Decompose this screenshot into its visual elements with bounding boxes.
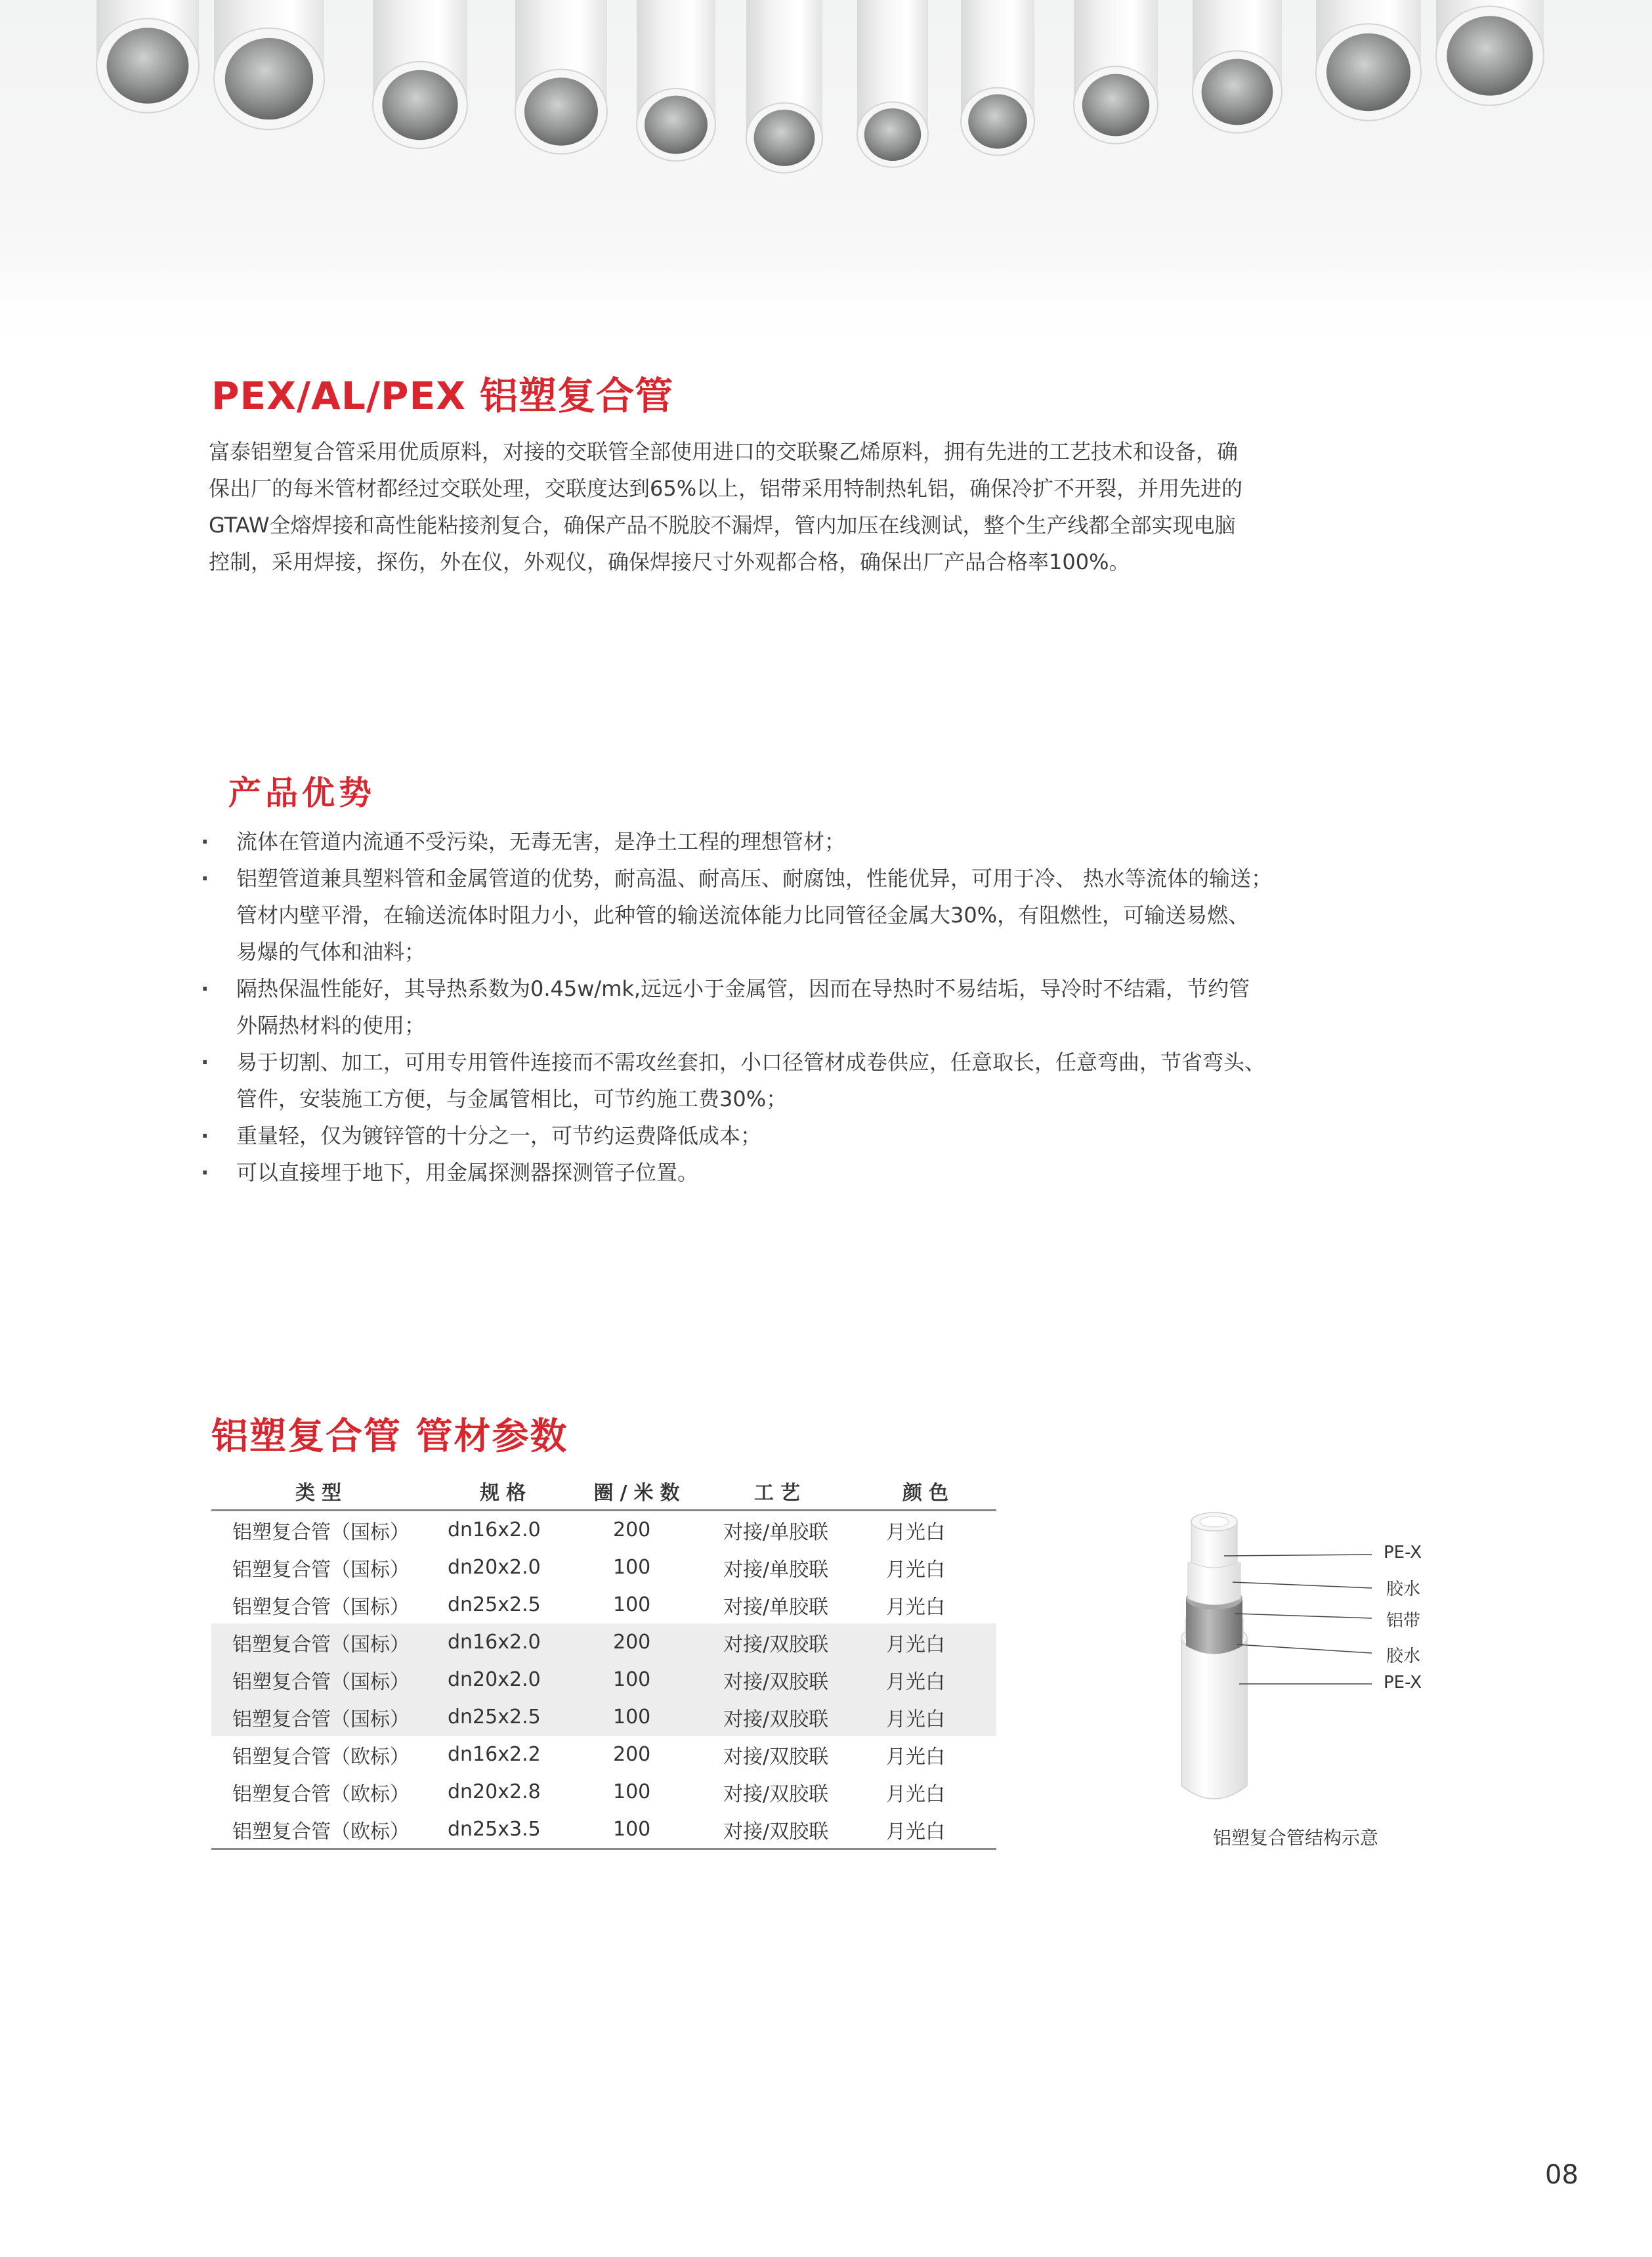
header-color: 颜色 <box>861 1472 996 1511</box>
cell-spec: dn16x2.0 <box>432 1623 580 1661</box>
pipe-opening <box>1447 16 1533 95</box>
cell-process: 对接/双胶联 <box>723 1745 829 1769</box>
table-row <box>211 1811 996 1849</box>
advantage-item <box>196 1044 1443 1117</box>
layer-label-glue-outer: 胶水 <box>1386 1646 1421 1666</box>
cell-length: 100 <box>613 1556 651 1579</box>
cell-process: 对接/双胶联 <box>700 1661 861 1698</box>
table-row <box>211 1736 996 1773</box>
advantage-line: 管材内壁平滑，在输送流体时阻力小，此种管的输送流体能力比同管径金属大30%，有阻燃性，可输送易燃、 <box>236 903 1250 928</box>
cell-process: 对接/单胶联 <box>723 1595 829 1619</box>
advantage-item <box>196 860 1443 970</box>
intro-paragraph <box>209 433 1364 580</box>
cell-length: 100 <box>613 1780 651 1803</box>
cell-spec: dn16x2.0 <box>448 1518 541 1541</box>
cell-spec: dn16x2.2 <box>448 1743 541 1766</box>
cell-type: 铝塑复合管（国标） <box>232 1520 410 1544</box>
cell-color: 月光白 <box>886 1595 945 1619</box>
cell-color: 月光白 <box>886 1558 945 1581</box>
table-row <box>211 1773 996 1811</box>
layer-label-pex-outer: PE-X <box>1384 1673 1422 1692</box>
intro-line: GTAW全熔焊接和高性能粘接剂复合，确保产品不脱胶不漏焊，管内加压在线测试，整个生产线都全部实现电脑 <box>209 513 1236 538</box>
layer-label-glue-inner: 胶水 <box>1386 1580 1421 1599</box>
cell-length: 200 <box>613 1518 651 1541</box>
table-row <box>211 1549 996 1586</box>
cell-color: 月光白 <box>861 1811 996 1849</box>
table-row <box>211 1586 996 1623</box>
cell-length: 100 <box>580 1661 700 1698</box>
table-row <box>211 1511 996 1549</box>
cell-spec: dn25x2.5 <box>432 1698 580 1736</box>
advantage-item <box>196 823 1443 860</box>
header-process: 工艺 <box>700 1472 861 1511</box>
cell-length: 100 <box>613 1593 651 1616</box>
cell-length: 200 <box>580 1623 700 1661</box>
advantage-line: · 可以直接埋于地下，用金属探测器探测管子位置。 <box>236 1160 699 1185</box>
advantage-line: 外隔热材料的使用； <box>236 1013 426 1038</box>
table-row <box>211 1661 996 1698</box>
pipe-opening <box>524 77 598 146</box>
pipe-opening <box>645 96 708 154</box>
pipe-opening <box>864 108 921 161</box>
layer-label-pex-inner: PE-X <box>1384 1543 1422 1562</box>
cell-process: 对接/单胶联 <box>723 1520 829 1544</box>
table-row <box>211 1698 996 1736</box>
advantage-item <box>196 1117 1443 1154</box>
intro-line: 保出厂的每米管材都经过交联处理，交联度达到65%以上，铝带采用特制热轧铝，确保冷扩不开裂，并用先进的 <box>209 476 1243 501</box>
cell-process: 对接/双胶联 <box>700 1623 861 1661</box>
cell-spec: dn20x2.0 <box>432 1661 580 1698</box>
advantage-line: · 流体在管道内流通不受污染，无毒无害，是净土工程的理想管材； <box>236 829 846 854</box>
pipes-illustration <box>0 0 1652 355</box>
advantages-list <box>196 823 1443 1191</box>
cell-length: 200 <box>613 1743 651 1766</box>
table-header-row <box>211 1472 996 1511</box>
cell-spec: dn20x2.8 <box>448 1780 541 1803</box>
cell-spec: dn25x3.5 <box>432 1811 580 1849</box>
advantages-heading: 产品优势 <box>228 774 375 812</box>
cell-color: 月光白 <box>861 1661 996 1698</box>
advantage-line: · 重量轻，仅为镀锌管的十分之一，可节约运费降低成本； <box>236 1123 762 1148</box>
cell-type: 铝塑复合管（欧标） <box>232 1745 410 1769</box>
cell-color: 月光白 <box>886 1520 945 1544</box>
cell-color: 月光白 <box>861 1623 996 1661</box>
pipe-opening <box>225 38 313 119</box>
intro-line: 富泰铝塑复合管采用优质原料，对接的交联管全部使用进口的交联聚乙烯原料，拥有先进的工艺技术和设备，确 <box>209 439 1239 464</box>
pipe-opening <box>1082 74 1149 137</box>
pipe-opening <box>382 70 457 140</box>
table-row <box>211 1623 996 1661</box>
cell-type: 铝塑复合管（国标） <box>232 1595 410 1619</box>
cell-color: 月光白 <box>886 1745 945 1769</box>
cell-type: 铝塑复合管（国标） <box>211 1623 432 1661</box>
pipe-opening <box>107 28 189 103</box>
cell-process: 对接/双胶联 <box>700 1698 861 1736</box>
pipe-opening <box>754 110 815 166</box>
header-type: 类型 <box>211 1472 432 1511</box>
cell-type: 铝塑复合管（欧标） <box>232 1782 410 1806</box>
cell-process: 对接/双胶联 <box>700 1811 861 1849</box>
advantage-line: 管件，安装施工方便，与金属管相比，可节约施工费30%； <box>236 1086 788 1111</box>
pipe-opening <box>1202 59 1273 125</box>
advantage-line: · 易于切割、加工，可用专用管件连接而不需攻丝套扣，小口径管材成卷供应，任意取长，任意弯曲，节省弯头、 <box>236 1050 1266 1075</box>
advantage-item <box>196 1154 1443 1191</box>
header-length: 圈/米数 <box>580 1472 700 1511</box>
pipe-opening <box>968 95 1027 149</box>
intro-line: 控制，采用焊接，探伤，外在仪，外观仪，确保焊接尺寸外观都合格，确保出厂产品合格率100%。 <box>209 549 1130 574</box>
header-spec: 规格 <box>432 1472 580 1511</box>
cell-type: 铝塑复合管（国标） <box>211 1661 432 1698</box>
cell-color: 月光白 <box>861 1698 996 1736</box>
cell-type: 铝塑复合管（国标） <box>232 1558 410 1581</box>
parameters-heading: 铝塑复合管 管材参数 <box>211 1415 568 1458</box>
cell-color: 月光白 <box>886 1782 945 1806</box>
advantage-line: · 隔热保温性能好，其导热系数为0.45w/mk,远远小于金属管，因而在导热时不易结垢，导冷时不结霜，节约管 <box>236 976 1250 1001</box>
pipe-opening <box>1326 33 1410 111</box>
hero-pipes-image <box>0 0 1652 355</box>
parameters-table <box>211 1472 996 1850</box>
advantage-item <box>196 970 1443 1044</box>
cell-process: 对接/单胶联 <box>723 1558 829 1581</box>
page-title: PEX/AL/PEX 铝塑复合管 <box>211 374 674 418</box>
cell-length: 100 <box>580 1811 700 1849</box>
cell-type: 铝塑复合管（国标） <box>211 1698 432 1736</box>
page-number: 08 <box>1545 2160 1578 2190</box>
layer-label-aluminium: 铝带 <box>1386 1611 1421 1631</box>
pipe-structure-diagram <box>1162 1503 1437 1818</box>
advantage-line: 易爆的气体和油料； <box>236 939 426 964</box>
cell-length: 100 <box>580 1698 700 1736</box>
cell-type: 铝塑复合管（欧标） <box>211 1811 432 1849</box>
cell-spec: dn25x2.5 <box>448 1593 541 1616</box>
cell-process: 对接/双胶联 <box>723 1782 829 1806</box>
advantage-line: · 铝塑管道兼具塑料管和金属管道的优势，耐高温、耐高压、耐腐蚀，性能优异，可用于冷、 热水等流体的输送； <box>236 866 1273 891</box>
diagram-caption: 铝塑复合管结构示意 <box>1213 1827 1379 1849</box>
cell-spec: dn20x2.0 <box>448 1556 541 1579</box>
